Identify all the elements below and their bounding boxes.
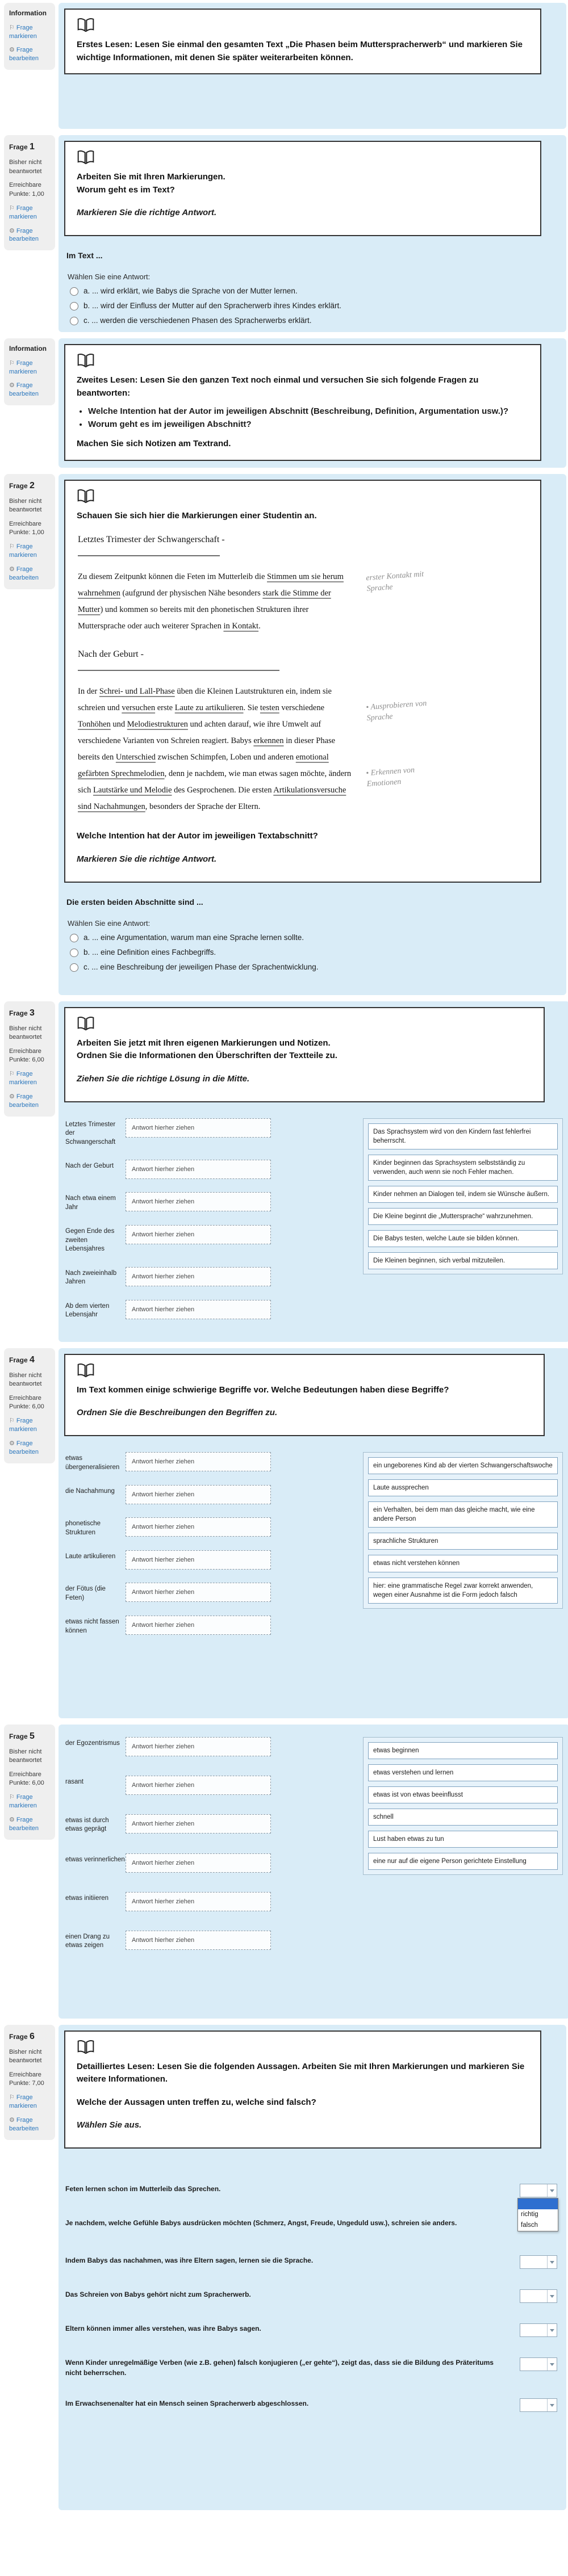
drop-hint: Antwort hierher ziehen [132, 1781, 195, 1789]
flag-icon: ⚐ [9, 1794, 15, 1801]
question-points: Erreichbare Punkte: 6,00 [9, 1047, 44, 1064]
info1-text-post: und markieren Sie wichtige Informationen, mit denen Sie später weiterarbeiten können. [77, 40, 523, 62]
drop-hint: Antwort hierher ziehen [132, 1524, 195, 1531]
drop-zone[interactable] [126, 1300, 271, 1319]
answer-select[interactable] [520, 2289, 557, 2303]
match-label: Gegen Ende des zweiten Lebensjahres [65, 1228, 115, 1253]
statement-row [65, 2398, 557, 2412]
match-label: Nach zweieinhalb Jahren [65, 1269, 117, 1286]
info2-bullets [79, 405, 530, 431]
info-section-2 [4, 338, 566, 468]
q2-box [64, 480, 541, 883]
drop-zone[interactable] [126, 1118, 271, 1138]
drag-item[interactable]: Kinder beginnen das Sprachsystem selbstständig zu verwenden, auch wenn sie noch Fehler machen. [368, 1155, 558, 1181]
q2-question: Welche Intention hat der Autor im jeweiligen Textabschnitt? [77, 831, 318, 841]
drag-item[interactable]: eine nur auf die eigene Person gerichtete Einstellung [368, 1853, 558, 1870]
drop-zone[interactable] [126, 1583, 271, 1602]
match-row [65, 1737, 288, 1756]
drop-hint: Antwort hierher ziehen [132, 1198, 195, 1206]
q3-sidebar [4, 1001, 55, 1117]
q4-matching-area [65, 1452, 563, 1648]
q4-box [64, 1354, 545, 1437]
handwritten-note-3: • Erkennen von Emotionen [365, 766, 415, 789]
drag-item[interactable]: Das Sprachsystem wird von den Kindern fast fehlerfrei beherrscht. [368, 1123, 558, 1149]
scan-paragraph-1: Zu diesem Zeitpunkt können die Feten im Mutterleib die Stimmen um sie herum wahrnehmen (aufgrund der physischen Nähe besonders stark die Stimme der Mutter) und kommen so bereits mit den phonetischen Strukturen ihrer Muttersprache oder auch weiterer Sprachen in Kontakt. [78, 572, 344, 631]
option-label: a. ... wird erklärt, wie Babys die Sprache von der Mutter lernen. [83, 287, 298, 295]
q6-box [64, 2030, 541, 2149]
chevron-down-icon [547, 2184, 557, 2197]
match-label: Laute artikulieren [65, 1553, 116, 1560]
match-label: der Egozentrismus [65, 1739, 120, 1747]
drag-item[interactable]: schnell [368, 1809, 558, 1826]
book-icon [77, 150, 95, 165]
q4-drag-items [363, 1452, 563, 1609]
q3-box [64, 1007, 545, 1102]
statement-text: Feten lernen schon im Mutterleib das Sprechen. [65, 2185, 221, 2193]
flag-icon: ⚐ [9, 2094, 15, 2101]
chevron-down-icon [547, 2324, 557, 2336]
question-points: Erreichbare Punkte: 6,00 [9, 1394, 44, 1411]
q3-instruction-line2: Ordnen Sie die Informationen den Überschriften der Textteile zu. [77, 1051, 337, 1060]
gear-icon: ⚙ [9, 47, 15, 54]
q6-cta: Wählen Sie aus. [77, 2120, 142, 2130]
scan-heading-1: Letztes Trimester der Schwangerschaft - [78, 535, 225, 544]
match-row [65, 1192, 288, 1212]
q1-instruction-line1: Arbeiten Sie mit Ihren Markierungen. [77, 172, 225, 182]
drop-hint: Antwort hierher ziehen [132, 1556, 195, 1564]
drag-item[interactable]: Die Babys testen, welche Laute sie bilden können. [368, 1230, 558, 1247]
question-number: Frage 4 [9, 1354, 35, 1365]
match-row [65, 1517, 288, 1537]
statement-text: Eltern können immer alles verstehen, was ihre Babys sagen. [65, 2325, 261, 2332]
chevron-down-icon [547, 2399, 557, 2411]
flag-question-link[interactable] [9, 1070, 51, 1087]
drop-hint: Antwort hierher ziehen [132, 1231, 195, 1239]
book-icon [77, 1016, 95, 1031]
question-section-4 [4, 1348, 566, 1718]
q2-option-a[interactable] [70, 933, 559, 942]
q1-sidebar [4, 135, 55, 250]
match-label: der Fötus (die Feten) [65, 1585, 106, 1601]
answer-dropdown-list [517, 2198, 558, 2231]
q3-panel [59, 1001, 568, 1342]
edit-link-label: Frage bearbeiten [9, 1440, 39, 1455]
drop-hint: Antwort hierher ziehen [132, 1859, 195, 1866]
drop-hint: Antwort hierher ziehen [132, 1898, 195, 1905]
q2-panel [59, 474, 566, 995]
drop-zone[interactable] [126, 1452, 271, 1471]
q6-statements [65, 2184, 557, 2412]
dropdown-option-richtig[interactable]: richtig [521, 2211, 538, 2218]
q4-cta: Ordnen Sie die Beschreibungen den Begriffen zu. [77, 1408, 278, 1417]
drag-item[interactable]: ein ungeborenes Kind ab der vierten Schwangerschaftswoche [368, 1457, 558, 1474]
statement-text: Je nachdem, welche Gefühle Babys ausdrücken möchten (Schmerz, Angst, Freude, Ungeduld usw.), schreien sie anders. [65, 2219, 457, 2227]
info2-line2: Machen Sie sich Notizen am Textrand. [77, 439, 231, 448]
flag-link-label: Frage markieren [9, 204, 37, 220]
question-status: Bisher nicht beantwortet [9, 497, 42, 514]
drag-item[interactable]: Die Kleinen beginnen, sich verbal mitzuteilen. [368, 1252, 558, 1269]
option-label: a. ... eine Argumentation, warum man eine Sprache lernen sollte. [83, 933, 304, 942]
match-row [65, 1776, 288, 1795]
info-section-1 [4, 3, 566, 129]
info1-text-pre: Erstes Lesen: Lesen Sie einmal den gesamten Text [77, 40, 286, 49]
handwritten-note-2: • Ausprobieren von Sprache [365, 699, 427, 723]
flag-icon: ⚐ [9, 359, 15, 367]
match-row [65, 1931, 288, 1950]
match-label: phonetische Strukturen [65, 1520, 101, 1536]
q1-box [64, 141, 541, 236]
drop-hint: Antwort hierher ziehen [132, 1306, 195, 1313]
match-label: Nach der Geburt [65, 1163, 114, 1170]
match-label: Nach etwa einem Jahr [65, 1195, 116, 1211]
drag-item[interactable]: Kinder nehmen an Dialogen teil, indem sie Wünsche äußern. [368, 1186, 558, 1203]
match-row [65, 1160, 288, 1179]
gear-icon: ⚙ [9, 1440, 15, 1448]
drop-zone[interactable] [126, 1267, 271, 1286]
question-section-5 [4, 1725, 566, 2019]
drop-hint: Antwort hierher ziehen [132, 1166, 195, 1173]
edit-question-link[interactable] [9, 1093, 51, 1110]
drop-hint: Antwort hierher ziehen [132, 1936, 195, 1944]
flag-question-link[interactable] [9, 1793, 51, 1810]
q5-matching-area [65, 1737, 563, 1970]
book-icon [77, 489, 95, 504]
gear-icon: ⚙ [9, 227, 15, 234]
chevron-down-icon [547, 2290, 557, 2302]
q3-matching-area [65, 1118, 563, 1333]
match-label: Letztes Trimester der Schwangerschaft [65, 1121, 116, 1146]
option-label: c. ... werden die verschiedenen Phasen des Spracherwerbs erklärt. [83, 316, 312, 325]
match-row [65, 1225, 288, 1254]
match-row [65, 1452, 288, 1472]
handwritten-rule [78, 555, 220, 556]
q1-option-b[interactable] [70, 301, 559, 311]
q2-choose-prompt: Wählen Sie eine Antwort: [68, 918, 151, 928]
drop-hint: Antwort hierher ziehen [132, 1124, 195, 1131]
q2-cta: Markieren Sie die richtige Antwort. [77, 854, 217, 864]
sidebar-title: Information [9, 9, 47, 17]
drop-hint: Antwort hierher ziehen [132, 1622, 195, 1629]
q2-option-b[interactable] [70, 948, 559, 957]
q5-drag-items [363, 1737, 563, 1876]
gear-icon: ⚙ [9, 382, 15, 389]
q6-instruction-line2: Welche der Aussagen unten treffen zu, welche sind falsch? [77, 2097, 316, 2107]
question-status: Bisher nicht beantwortet [9, 1748, 42, 1764]
answer-select[interactable] [520, 2357, 557, 2371]
option-label: b. ... eine Definition eines Fachbegriffs. [83, 947, 216, 956]
option-label: c. ... eine Beschreibung der jeweiligen Phase der Sprachentwicklung. [83, 962, 319, 971]
scan-paragraph-2: In der Schrei- und Lall-Phase üben die Kleinen Lautstrukturen ein, indem sie schreien und versuchen erste Laute zu artikulieren. Sie testen verschiedene Tonhöhen und Melodiestrukturen und achten darauf, wie ihre Umwelt auf verschiedene Varianten von Schreien reagiert. Babys erkennen in dieser Phase bereits den Unterschied zwischen Schimpfen, Loben und anderen emotional gefärbten Sprechmelodien, denn je nachdem, wie man etwas sagen möchte, ändern sich Lautstärke und Melodie des Gesprochenen. Die ersten Artikulationsversuche sind Nachahmungen, besonders der Sprache der Eltern. [78, 687, 352, 811]
question-section-3 [4, 1001, 566, 1342]
radio-button[interactable] [70, 963, 78, 972]
q6-panel [59, 2025, 566, 2510]
flag-link-label: Frage markieren [9, 1794, 37, 1810]
match-row [65, 1550, 288, 1570]
match-label: etwas verinnerlichen [65, 1856, 125, 1863]
q1-instruction-line2: Worum geht es im Text? [77, 184, 175, 195]
drop-zone[interactable] [126, 1160, 271, 1179]
edit-link-label: Frage bearbeiten [9, 2117, 39, 2132]
edit-link-label: Frage bearbeiten [9, 566, 39, 581]
info2-line1: Zweites Lesen: Lesen Sie den ganzen Text noch einmal und versuchen Sie sich folgende Fragen zu beantworten: [77, 375, 479, 398]
drop-zone[interactable] [126, 1892, 271, 1911]
flag-question-link[interactable] [9, 24, 51, 41]
drag-item[interactable]: Die Kleine beginnt die „Muttersprache“ wahrzunehmen. [368, 1208, 558, 1225]
book-icon [77, 2040, 95, 2055]
chevron-down-icon [547, 2358, 557, 2371]
sidebar-title: Information [9, 345, 47, 353]
question-number: Frage 6 [9, 2031, 35, 2041]
drag-item[interactable]: etwas verstehen und lernen [368, 1764, 558, 1781]
match-row [65, 1892, 288, 1911]
question-section-6 [4, 2025, 566, 2510]
scan-heading-2: Nach der Geburt - [78, 649, 144, 659]
edit-question-link[interactable] [9, 1440, 51, 1457]
question-status: Bisher nicht beantwortet [9, 1025, 42, 1041]
chevron-down-icon [547, 2256, 557, 2268]
drag-item[interactable]: hier: eine grammatische Regel zwar korrekt anwenden, wegen einer Ausnahme ist die Form jedoch falsch [368, 1578, 558, 1604]
radio-button[interactable] [70, 949, 78, 957]
answer-select[interactable] [520, 2184, 557, 2197]
edit-link-label: Frage bearbeiten [9, 1093, 39, 1109]
info1-box [64, 9, 541, 74]
question-number: Frage 5 [9, 1731, 35, 1741]
annotated-text-image [78, 535, 464, 815]
statement-text: Im Erwachsenenalter hat ein Mensch seinen Spracherwerb abgeschlossen. [65, 2399, 309, 2407]
gear-icon: ⚙ [9, 1093, 15, 1101]
drop-zone[interactable] [126, 1776, 271, 1795]
gear-icon: ⚙ [9, 2117, 15, 2124]
drag-item[interactable]: etwas beginnen [368, 1742, 558, 1759]
edit-link-label: Frage bearbeiten [9, 1816, 39, 1832]
statement-row [65, 2323, 557, 2337]
q6-instruction-line1: Detailliertes Lesen: Lesen Sie die folgenden Aussagen. Arbeiten Sie mit Ihren Markierungen und markieren Sie weitere Informationen. [77, 2061, 525, 2084]
edit-link-label: Frage bearbeiten [9, 47, 39, 62]
dropdown-option-falsch[interactable]: falsch [521, 2222, 538, 2229]
flag-icon: ⚐ [9, 543, 15, 551]
edit-question-link[interactable] [9, 565, 51, 582]
statement-row [65, 2255, 557, 2269]
statement-text: Wenn Kinder unregelmäßige Verben (wie z.B. gehen) falsch konjugieren („er gehte“), zeigt das, dass sie die Bildung des Präteritums nicht beherrschen. [65, 2359, 494, 2377]
flag-link-label: Frage markieren [9, 1071, 37, 1086]
question-section-2 [4, 474, 566, 995]
q2-sidebar [4, 474, 55, 589]
statement-row [65, 2289, 557, 2303]
drop-zone[interactable] [126, 1225, 271, 1244]
book-icon [77, 1363, 95, 1378]
flag-question-link[interactable] [9, 359, 51, 376]
flag-link-label: Frage markieren [9, 2094, 37, 2110]
drag-item[interactable]: Laute aussprechen [368, 1479, 558, 1496]
flag-link-label: Frage markieren [9, 359, 37, 375]
radio-button[interactable] [70, 934, 78, 942]
q4-instruction-line1: Im Text kommen einige schwierige Begriffe vor. Welche Bedeutungen haben diese Begriffe? [77, 1385, 449, 1395]
match-row [65, 1485, 288, 1504]
book-icon [77, 18, 95, 33]
edit-question-link[interactable] [9, 46, 51, 63]
edit-question-link[interactable] [9, 227, 51, 244]
q1-choose-prompt: Wählen Sie eine Antwort: [68, 272, 151, 281]
option-label: b. ... wird der Einfluss der Mutter auf den Spracherwerb ihres Kindes erklärt. [83, 301, 341, 310]
edit-link-label: Frage bearbeiten [9, 227, 39, 243]
flag-icon: ⚐ [9, 1417, 15, 1425]
question-number: Frage 3 [9, 1008, 35, 1018]
drop-zone[interactable] [126, 1616, 271, 1635]
q4-panel [59, 1348, 568, 1718]
drop-hint: Antwort hierher ziehen [132, 1820, 195, 1827]
flag-link-label: Frage markieren [9, 1417, 37, 1433]
drop-hint: Antwort hierher ziehen [132, 1273, 195, 1280]
match-row [65, 1300, 288, 1320]
question-status: Bisher nicht beantwortet [9, 1371, 42, 1388]
question-points: Erreichbare Punkte: 7,00 [9, 2071, 44, 2087]
flag-icon: ⚐ [9, 1071, 15, 1078]
drop-zone[interactable] [126, 1485, 271, 1504]
q4-match-rows [65, 1452, 288, 1648]
drop-hint: Antwort hierher ziehen [132, 1458, 195, 1465]
q5-panel [59, 1725, 568, 2019]
info1-text [77, 39, 530, 64]
drag-item[interactable]: etwas ist von etwas beeinflusst [368, 1786, 558, 1803]
question-status: Bisher nicht beantwortet [9, 2048, 42, 2065]
drop-zone[interactable] [126, 1853, 271, 1873]
question-points: Erreichbare Punkte: 1,00 [9, 520, 44, 536]
edit-link-label: Frage bearbeiten [9, 382, 39, 398]
flag-question-link[interactable] [9, 2093, 51, 2111]
edit-question-link[interactable] [9, 2116, 51, 2133]
statement-text: Indem Babys das nachahmen, was ihre Eltern sagen, lernen sie die Sprache. [65, 2256, 314, 2264]
flag-question-link[interactable] [9, 1417, 51, 1434]
match-row [65, 1853, 288, 1873]
info2-bullet2: • Worum geht es im jeweiligen Abschnitt? [88, 418, 530, 431]
info1-sidebar [4, 3, 55, 70]
book-icon [77, 353, 95, 368]
match-label: Ab dem vierten Lebensjahr [65, 1302, 110, 1319]
question-points: Erreichbare Punkte: 6,00 [9, 1771, 44, 1787]
match-label: etwas ist durch etwas geprägt [65, 1816, 109, 1833]
edit-question-link[interactable] [9, 381, 51, 398]
q3-instruction-line1: Arbeiten Sie jetzt mit Ihren eigenen Markierungen und Notizen. [77, 1038, 331, 1048]
info2-bullet1: • Welche Intention hat der Autor im jeweiligen Abschnitt (Beschreibung, Definition, Argumentation usw.)? [88, 405, 530, 418]
flag-icon: ⚐ [9, 204, 15, 212]
question-number: Frage 1 [9, 142, 35, 152]
q2-option-c[interactable] [70, 963, 559, 972]
answer-select[interactable] [520, 2323, 557, 2337]
q1-cta: Markieren Sie die richtige Antwort. [77, 208, 217, 217]
drag-item[interactable]: sprachliche Strukturen [368, 1533, 558, 1550]
edit-question-link[interactable] [9, 1816, 51, 1833]
drop-zone[interactable] [126, 1517, 271, 1537]
q1-panel [59, 135, 566, 332]
drag-item[interactable]: etwas nicht verstehen können [368, 1555, 558, 1572]
match-row [65, 1118, 288, 1147]
statement-text: Das Schreien von Babys gehört nicht zum Spracherwerb. [65, 2290, 251, 2298]
question-section-1 [4, 135, 566, 332]
info2-sidebar [4, 338, 55, 405]
drop-hint: Antwort hierher ziehen [132, 1589, 195, 1596]
q4-sidebar [4, 1348, 55, 1463]
flag-link-label: Frage markieren [9, 543, 37, 559]
flag-link-label: Frage markieren [9, 24, 37, 40]
info2-box [64, 344, 541, 461]
handwritten-note-1: erster Kontakt mit Sprache [365, 570, 424, 594]
question-points: Erreichbare Punkte: 1,00 [9, 182, 44, 198]
match-label: etwas initiieren [65, 1894, 109, 1902]
answer-select[interactable] [520, 2398, 557, 2412]
answer-select[interactable] [520, 2255, 557, 2269]
drop-zone[interactable] [126, 1550, 271, 1570]
q3-match-rows [65, 1118, 288, 1333]
q1-stem: Im Text ... [66, 251, 103, 260]
info1-panel [59, 3, 566, 129]
question-number: Frage 2 [9, 480, 35, 490]
radio-button[interactable] [70, 317, 78, 325]
q2-intro: Schauen Sie sich hier die Markierungen einer Studentin an. [77, 510, 317, 521]
match-row [65, 1583, 288, 1602]
gear-icon: ⚙ [9, 1816, 15, 1824]
q1-option-a[interactable] [70, 287, 559, 296]
radio-button[interactable] [70, 287, 78, 296]
match-row [65, 1814, 288, 1834]
radio-button[interactable] [70, 302, 78, 311]
drop-zone[interactable] [126, 1814, 271, 1834]
drop-hint: Antwort hierher ziehen [132, 1491, 195, 1499]
drag-item[interactable]: Lust haben etwas zu tun [368, 1831, 558, 1848]
match-label: etwas nicht fassen können [65, 1618, 119, 1634]
match-label: rasant [65, 1778, 83, 1785]
flag-question-link[interactable] [9, 543, 51, 560]
info1-text-title: „Die Phasen beim Mutterspracherwerb“ [285, 40, 446, 49]
q1-option-c[interactable] [70, 316, 559, 325]
match-label: etwas übergeneralisieren [65, 1455, 120, 1471]
q6-sidebar [4, 2025, 55, 2140]
flag-question-link[interactable] [9, 204, 51, 221]
q3-cta: Ziehen Sie die richtige Lösung in die Mitte. [77, 1073, 250, 1084]
drop-hint: Antwort hierher ziehen [132, 1743, 195, 1750]
match-label: die Nachahmung [65, 1488, 115, 1495]
q5-sidebar [4, 1725, 55, 1840]
q3-drag-items [363, 1118, 563, 1275]
q5-match-rows [65, 1737, 288, 1970]
gear-icon: ⚙ [9, 566, 15, 573]
statement-row [65, 2218, 557, 2231]
drop-zone[interactable] [126, 1192, 271, 1211]
drop-zone[interactable] [126, 1931, 271, 1950]
drop-zone[interactable] [126, 1737, 271, 1756]
question-status: Bisher nicht beantwortet [9, 159, 42, 175]
info2-panel [59, 338, 566, 468]
statement-row [65, 2357, 557, 2378]
match-row [65, 1616, 288, 1635]
match-row [65, 1267, 288, 1287]
dropdown-option-blank[interactable] [518, 2199, 558, 2209]
handwritten-rule [78, 670, 279, 671]
q2-stem: Die ersten beiden Abschnitte sind ... [66, 897, 203, 907]
drag-item[interactable]: ein Verhalten, bei dem man das gleiche macht, wie eine andere Person [368, 1501, 558, 1528]
match-label: einen Drang zu etwas zeigen [65, 1933, 110, 1949]
flag-icon: ⚐ [9, 24, 15, 31]
